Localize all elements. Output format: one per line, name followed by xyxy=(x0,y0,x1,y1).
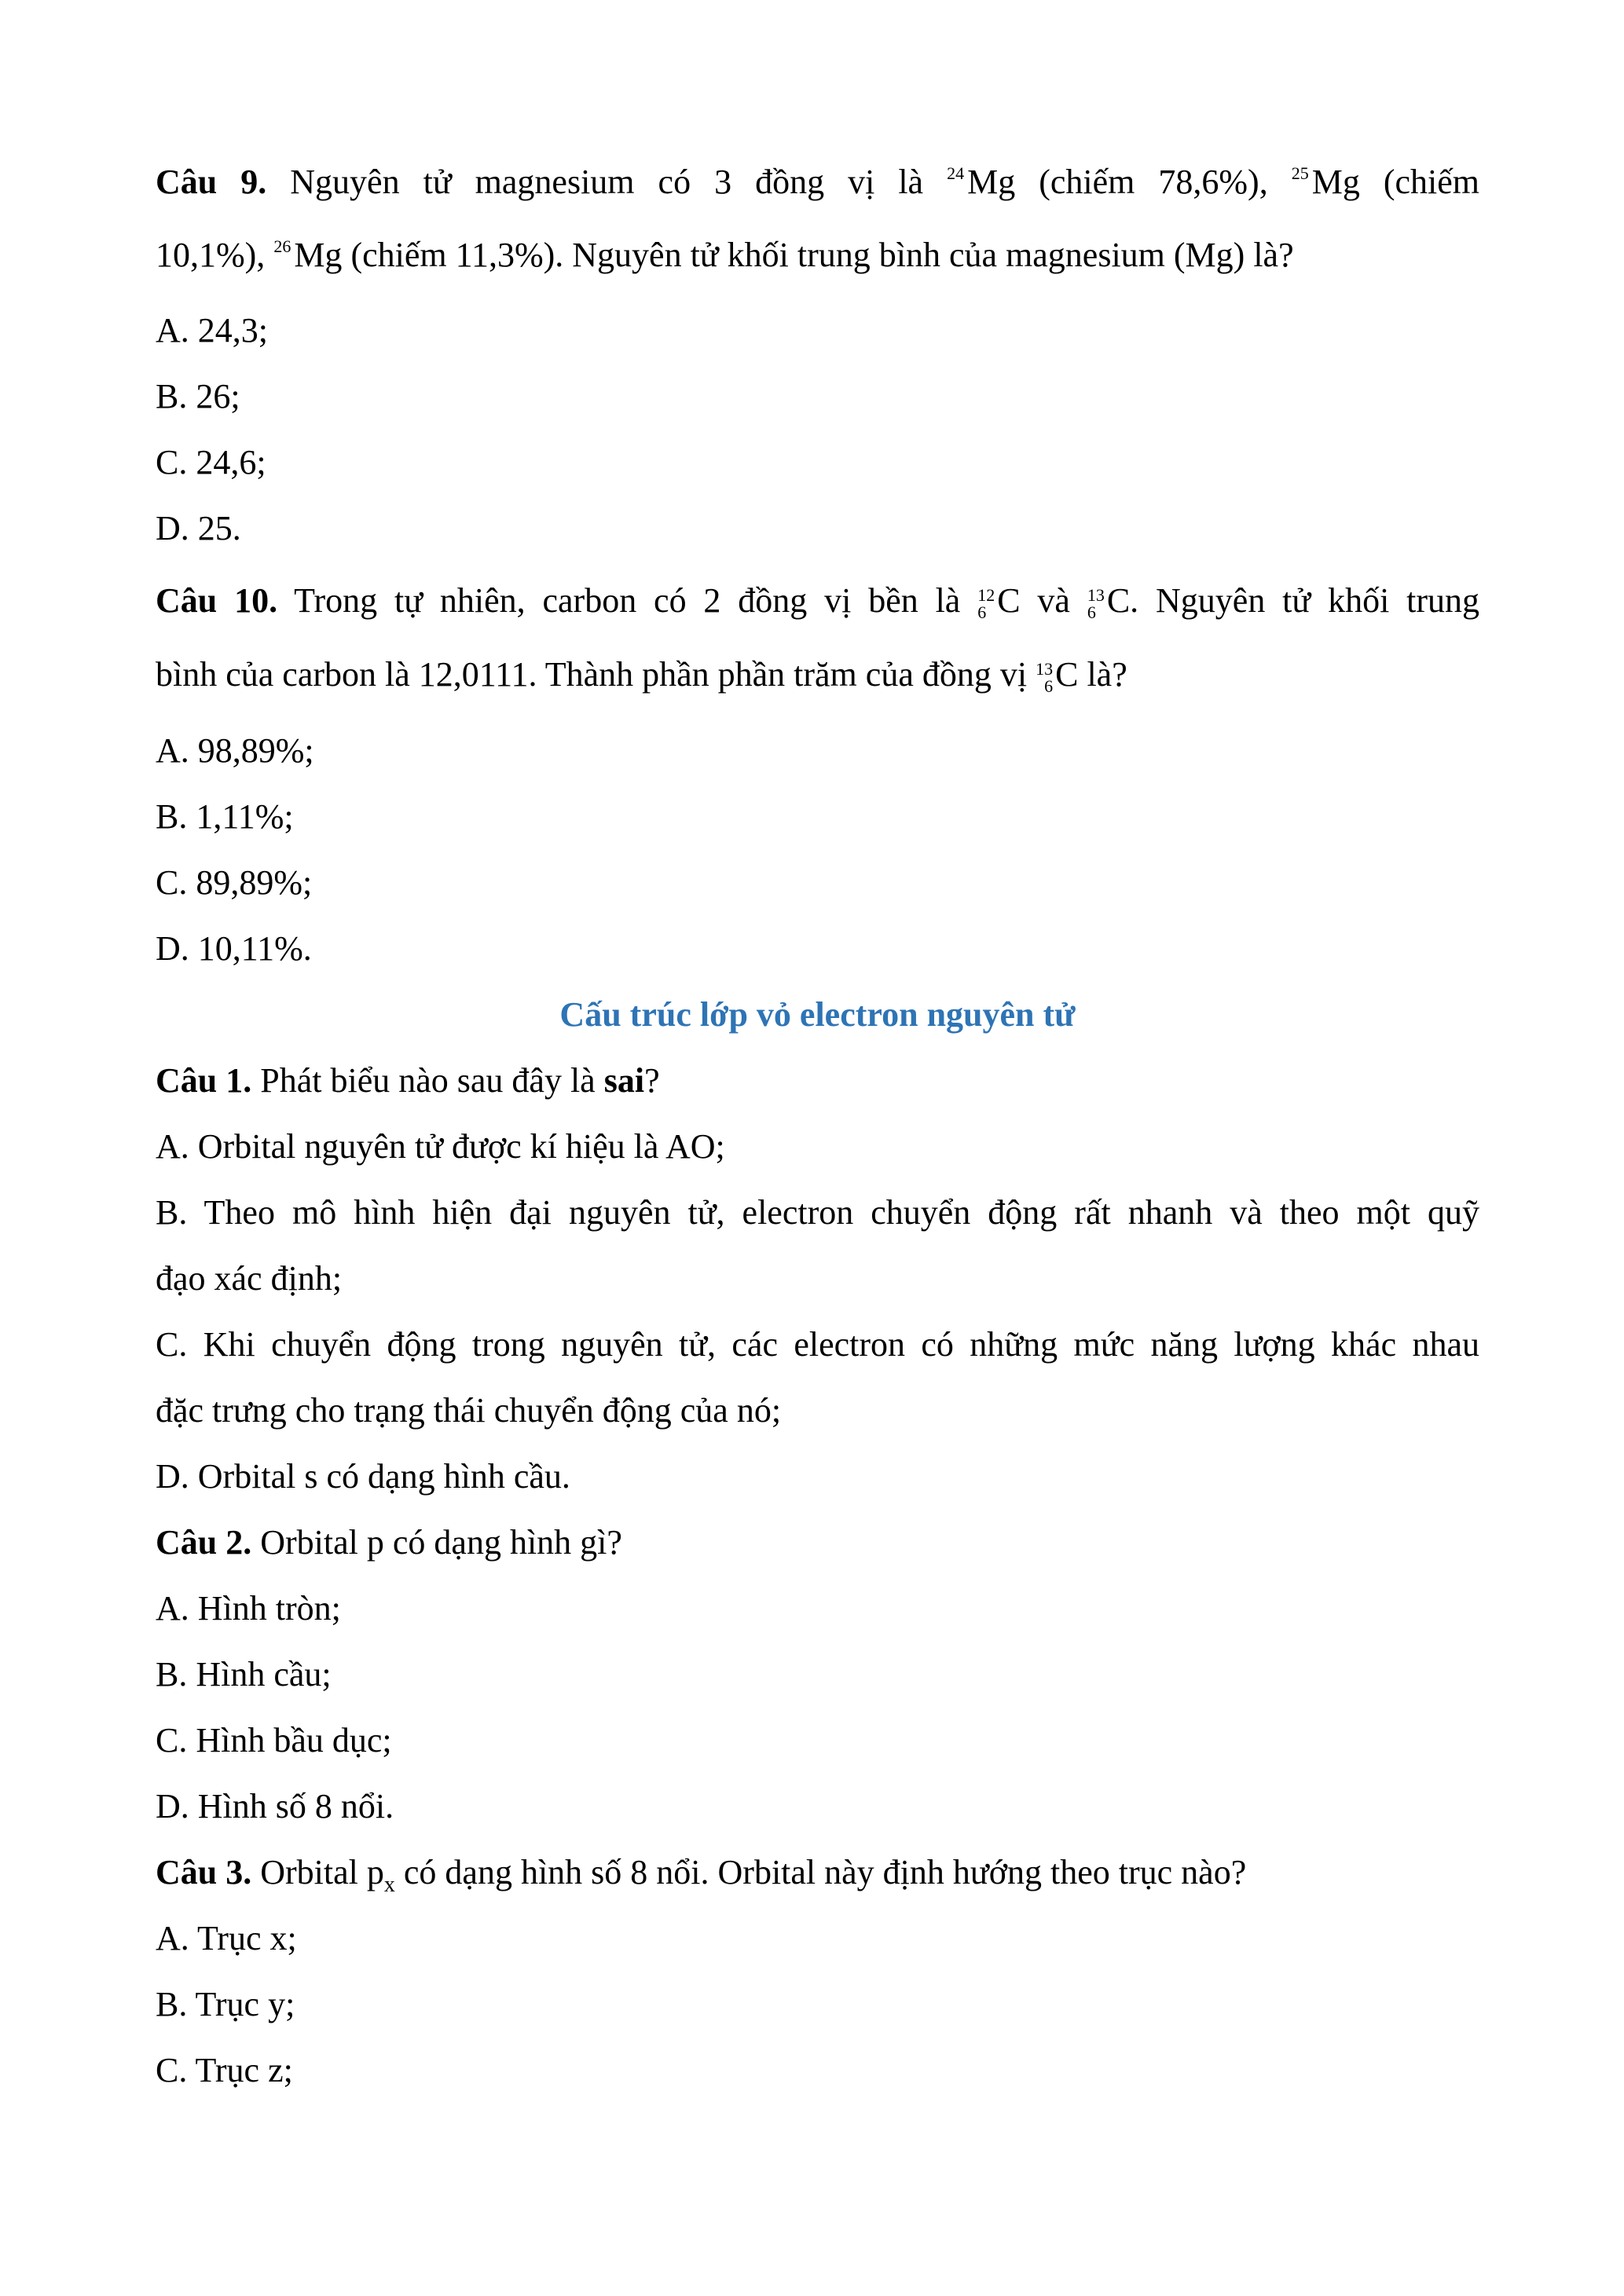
q10-text-1: Trong tự nhiên, carbon có 2 đồng vị bền là xyxy=(294,581,961,620)
q10-iso1-mass: 12 xyxy=(977,584,995,605)
q9-text-1: Nguyên tử magnesium có 3 đồng vị là xyxy=(290,163,924,201)
q10-text-3: bình của carbon là 12,0111. Thành phần phần trăm của đồng vị xyxy=(156,655,1028,694)
q10-text-2: . Nguyên tử khối trung xyxy=(1130,581,1480,620)
q9-iso1-mass: 24 xyxy=(947,163,965,183)
c1-text-1: Phát biểu nào sau đây là xyxy=(260,1061,596,1100)
q9-option-a: A. 24,3; xyxy=(156,311,268,350)
c3-option-b: B. Trục y; xyxy=(156,1985,295,2023)
c2-option-c: C. Hình bầu dục; xyxy=(156,1721,392,1760)
q10-option-a: A. 98,89%; xyxy=(156,731,314,770)
q10-iso1-symbol: C xyxy=(997,581,1021,620)
c2-option-b: B. Hình cầu; xyxy=(156,1655,332,1694)
c3-subscript: x xyxy=(383,1873,395,1897)
q9-text-2: 10,1%), xyxy=(156,236,266,274)
q9-option-c: C. 24,6; xyxy=(156,443,266,482)
q10-iso2-symbol: C xyxy=(1106,581,1131,620)
c3-option-c: C. Trục z; xyxy=(156,2051,293,2089)
q9-iso3-mass: 26 xyxy=(273,236,291,256)
c1-option-c-line-2: đặc trưng cho trạng thái chuyển động của nó; xyxy=(156,1391,782,1430)
c3-text-2: có dạng hình số 8 nổi. Orbital này định hướng theo trục nào? xyxy=(403,1853,1247,1891)
c1-option-c-line-1: C. Khi chuyển động trong nguyên tử, các electron có những mức năng lượng khác nhau xyxy=(156,1325,1479,1364)
q9-iso2-percent: (chiếm xyxy=(1383,163,1480,201)
q10-line-1 xyxy=(156,579,1479,623)
c2-question xyxy=(156,1521,1479,1565)
q9-iso1-symbol: Mg xyxy=(967,163,1016,201)
c2-option-d: D. Hình số 8 nổi. xyxy=(156,1787,394,1825)
q10-iso2-mass: 13 xyxy=(1087,584,1105,605)
q9-iso3-symbol: Mg xyxy=(294,236,343,274)
q10-line-2 xyxy=(156,653,1479,697)
c1-question xyxy=(156,1059,1479,1103)
q10-iso2-number: 6 xyxy=(1087,602,1096,622)
q9-line-2 xyxy=(156,233,1479,283)
q9-line-1 xyxy=(156,160,1479,210)
q10-option-b: B. 1,11%; xyxy=(156,797,294,836)
c3-text-1: Orbital p xyxy=(260,1853,384,1891)
q10-label: Câu 10. xyxy=(156,581,278,620)
q9-text-3: (chiếm 11,3%). Nguyên tử khối trung bình của magnesium (Mg) là? xyxy=(350,236,1294,274)
c2-option-a: A. Hình tròn; xyxy=(156,1589,341,1628)
q10-option-c: C. 89,89%; xyxy=(156,863,313,902)
q10-iso3-mass: 13 xyxy=(1036,658,1054,679)
c1-bold-word: sai xyxy=(603,1061,645,1100)
c1-label: Câu 1. xyxy=(156,1061,252,1100)
c2-text: Orbital p có dạng hình gì? xyxy=(260,1523,622,1562)
c3-label: Câu 3. xyxy=(156,1853,252,1891)
q9-iso2-mass: 25 xyxy=(1291,163,1309,183)
c3-question xyxy=(156,1851,1479,1899)
c1-option-b-line-2: đạo xác định; xyxy=(156,1259,343,1298)
c2-label: Câu 2. xyxy=(156,1523,252,1562)
q9-option-b: B. 26; xyxy=(156,377,240,416)
q10-iso3-symbol: C xyxy=(1055,655,1079,694)
c1-option-d: D. Orbital s có dạng hình cầu. xyxy=(156,1457,570,1496)
c3-option-a: A. Trục x; xyxy=(156,1919,297,1957)
c1-option-b-line-1: B. Theo mô hình hiện đại nguyên tử, electron chuyển động rất nhanh và theo một quỹ xyxy=(156,1193,1479,1232)
section-title: Cấu trúc lớp vỏ electron nguyên tử xyxy=(559,995,1076,1034)
c1-text-2: ? xyxy=(644,1061,660,1100)
q10-iso3-number: 6 xyxy=(1044,676,1054,696)
c1-option-a: A. Orbital nguyên tử được kí hiệu là AO; xyxy=(156,1127,725,1166)
q9-option-d: D. 25. xyxy=(156,509,241,547)
q9-iso1-percent: (chiếm 78,6%), xyxy=(1039,163,1268,201)
q9-label: Câu 9. xyxy=(156,163,267,201)
q10-iso1-number: 6 xyxy=(977,602,987,622)
q9-iso2-symbol: Mg xyxy=(1311,163,1360,201)
q10-and: và xyxy=(1037,581,1070,620)
q10-option-d: D. 10,11%. xyxy=(156,929,312,968)
q10-text-4: là? xyxy=(1087,655,1127,694)
